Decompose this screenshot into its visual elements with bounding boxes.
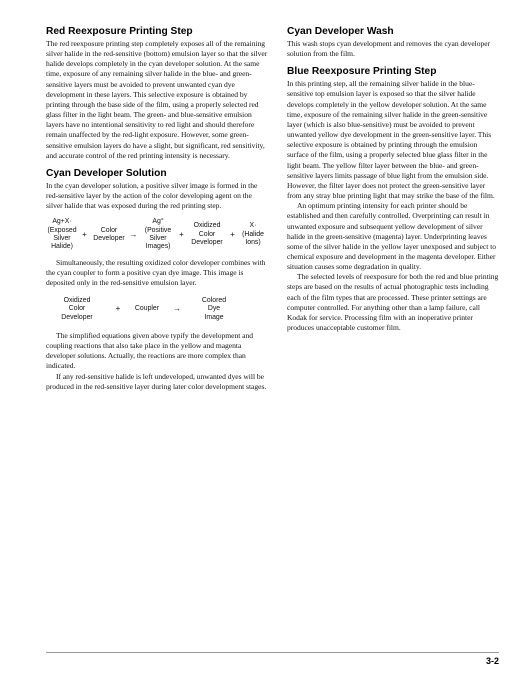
- eq1-term-oxidized-color-developer: Oxidized Color Developer: [191, 222, 223, 247]
- paragraph-blue-reexposure: In this printing step, all the remaining silver halide in the blue-sensitive top emulsion layer is exposed so that the silver halide develops completely in the yellow developer solution. At the same time, exposure of the remaining silver halide in the green-sensitive layer (which is also blue-sensitive) must be avoided to prevent unwanted yellow dye development in the green-sensitive layer. This selective exposure is obtained by printing through the emulsion surface of the film, using a properly selected blue glass filter in the light beam. The yellow filter layer between the blue- and green-sensitive layers limits passage of blue light from the emulsion side. However, the filter layer does not protect the green-sensitive layer from any stray blue printing light that may strike the base of the film.: [287, 79, 495, 201]
- footer-divider: [46, 652, 499, 653]
- paragraph-undeveloped-halide: If any red-sensitive halide is left undeveloped, unwanted dyes will be produced in the red-sensitive layer during later color development stages.: [46, 371, 267, 391]
- eq1-plus-3: +: [230, 229, 235, 239]
- eq1-arrow: →: [129, 229, 138, 239]
- eq2-term-coupler: Coupler: [134, 305, 160, 313]
- eq1-term-positive-silver-images: Ag° (Positive Silver Images): [144, 218, 172, 251]
- page-number: 3-2: [485, 656, 499, 666]
- paragraph-printing-intensity: An optimum printing intensity for each printer should be established and then carefully controlled. Overprinting can result in unwanted exposure and subsequent yellow development of silver halide in the green-sensitive (magenta) layer. Underprinting leaves some of the silver halide in the yellow layer unexposed and subject to chemical exposure and development in the magenta developer. Either situation causes some degradation in quality.: [287, 201, 497, 272]
- section-heading-cyan-developer-solution: Cyan Developer Solution: [46, 167, 167, 179]
- right-column: [287, 26, 499, 333]
- eq2-plus: +: [115, 304, 121, 314]
- paragraph-cyan-dye-formation: Simultaneously, the resulting oxidized color developer combines with the cyan coupler to form a positive cyan dye image. This image is deposited only in the red-sensitive emulsion layer.: [46, 257, 266, 287]
- paragraph-reexposure-levels: The selected levels of reexposure for both the red and blue printing steps are based on the results of actual photographic tests including each of the film types that are processed. These printer settings are computer controlled. For anything other than a lamp failure, call Kodak for service. Processing film with an inoperative printer produces unacceptable customer film.: [287, 272, 499, 333]
- left-column: [46, 26, 270, 392]
- paragraph-cyan-developer-intro: In the cyan developer solution, a positive silver image is formed in the red-sensitive layer by the action of the color developing agent on the silver halide that was exposed during the red printing step.: [46, 180, 258, 211]
- section-heading-cyan-developer-wash: Cyan Developer Wash: [287, 26, 394, 37]
- equation-development: [46, 218, 270, 251]
- eq2-term-oxidized-color-developer: Oxidized Color Developer: [61, 297, 93, 321]
- section-heading-red-reexposure: Red Reexposure Printing Step: [46, 26, 193, 37]
- eq1-plus-1: +: [82, 229, 87, 239]
- paragraph-simplified-equations: The simplified equations given above typify the development and coupling reactions that also take place in the yellow and magenta developer solutions. Actually, the reactions are more complex than indicated.: [46, 330, 254, 371]
- paragraph-red-reexposure: The red reexposure printing step completely exposes all of the remaining silver halide in the red-sensitive (bottom) emulsion layer so that the silver halide develops completely in the cyan developer solution. At the same time, exposure of any remaining silver halide in the blue- and green-sensitive layers must be avoided to prevent unwanted cyan dye development in these layers. This selective exposure is obtained by printing through the base side of the film, using a properly selected red glass filter in the light beam. The green- and blue-sensitive emulsion layers have no intentional sensitivity to red light and should therefore remain unaffected by the red-light exposure. However, some green-sensitive emulsion layers do have a slight, but significant, red sensitivity, and accurate control of the red printing intensity is necessary.: [46, 39, 268, 160]
- eq1-term-color-developer: Color Developer: [93, 226, 125, 242]
- eq2-arrow: →: [173, 304, 181, 314]
- paragraph-cyan-developer-wash: This wash stops cyan development and removes the cyan developer solution from the film.: [287, 39, 491, 59]
- eq1-term-exposed-silver-halide: Ag+X· (Exposed Silver Halide): [47, 218, 77, 251]
- eq1-term-halide-ions: X· (Halide Ions): [242, 222, 264, 247]
- eq1-plus-2: +: [179, 229, 184, 239]
- equation-coupling: [46, 297, 270, 322]
- section-heading-blue-reexposure: Blue Reexposure Printing Step: [287, 66, 437, 78]
- eq2-term-colored-dye-image: Colored Dye Image: [201, 297, 227, 321]
